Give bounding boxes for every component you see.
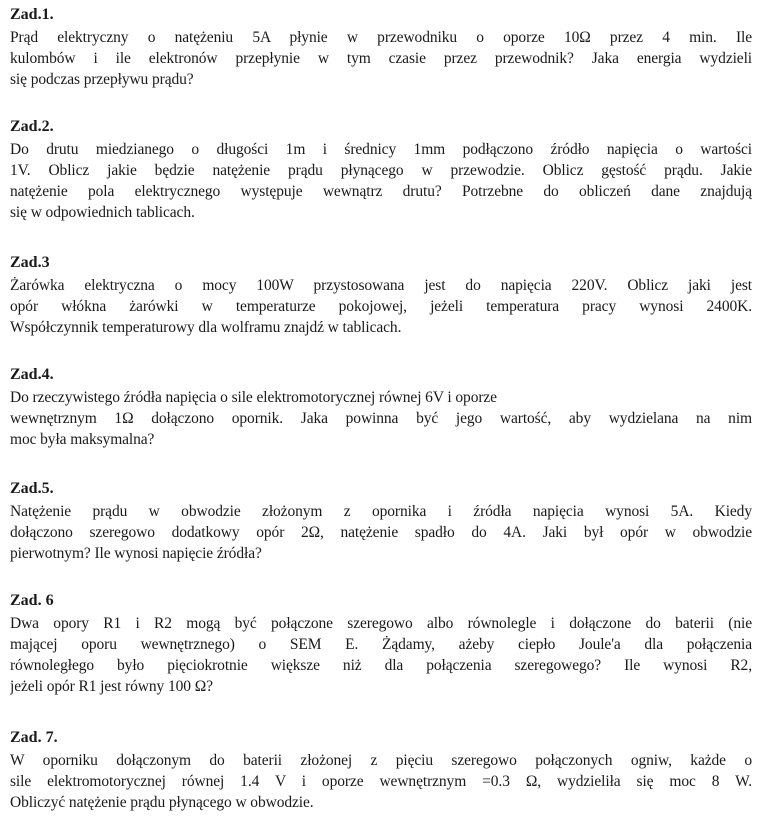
task-text-line: równoległego było pięciokrotnie większe niż dla połączenia szeregowego? Ile wynosi R2, xyxy=(10,657,752,674)
task-text xyxy=(10,27,752,90)
task-text-line: W oporniku dołączonym do baterii złożonej z pięciu szeregowo połączonych ogniw, każde o xyxy=(10,752,752,769)
task-text-line: jeżeli opór R1 jest równy 100 Ω? xyxy=(10,678,213,695)
task-title: Zad.5. xyxy=(10,480,54,497)
task-title: Zad.2. xyxy=(10,118,54,135)
task-text-line: Żarówka elektryczna o mocy 100W przystosowana jest do napięcia 220V. Oblicz jaki jest xyxy=(10,277,752,294)
task-text-line: kulombów i ile elektronów przepłynie w tym czasie przez przewodnik? Jaka energia wydzieli xyxy=(10,50,752,67)
task-text-line: Dwa opory R1 i R2 mogą być połączone szeregowo albo równolegle i dołączone do baterii (nie xyxy=(10,615,752,632)
task-text-line: Obliczyć natężenie prądu płynącego w obwodzie. xyxy=(10,794,314,811)
task-1 xyxy=(10,6,752,90)
task-title: Zad.3 xyxy=(10,254,50,271)
task-title: Zad.4. xyxy=(10,366,54,383)
task-text-line: wewnętrznym 1Ω dołączono opornik. Jaka powinna być jego wartość, aby wydzielana na nim xyxy=(10,410,752,427)
task-text-line: Prąd elektryczny o natężeniu 5A płynie w przewodniku o oporze 10Ω przez 4 min. Ile xyxy=(10,29,752,46)
task-5 xyxy=(10,480,752,564)
task-2 xyxy=(10,118,752,223)
task-text-line: mającej oporu wewnętrznego) o SEM E. Żądamy, ażeby ciepło Joule'a dla połączenia xyxy=(10,636,752,653)
task-text xyxy=(10,501,752,564)
task-text-line: sile elektromotorycznej równej 1.4 V i oporze wewnętrznym =0.3 Ω, wydzieliła się moc 8 W. xyxy=(10,773,752,790)
task-text-line: natężenie pola elektrycznego występuje wewnątrz drutu? Potrzebne do obliczeń dane znajdują xyxy=(10,183,752,200)
task-text-line: Do rzeczywistego źródła napięcia o sile elektromotorycznej równej 6V i oporze xyxy=(10,389,497,406)
task-3 xyxy=(10,254,752,338)
task-text-line: moc była maksymalna? xyxy=(10,431,155,448)
task-text-line: Do drutu miedzianego o długości 1m i średnicy 1mm podłączono źródło napięcia o wartości xyxy=(10,141,752,158)
task-text xyxy=(10,750,752,813)
task-text-line: się podczas przepływu prądu? xyxy=(10,71,194,88)
task-title: Zad. 6 xyxy=(10,592,54,609)
task-text xyxy=(10,139,752,223)
task-text-line: pierwotnym? Ile wynosi napięcie źródła? xyxy=(10,545,262,562)
task-text-line: 1V. Oblicz jakie będzie natężenie prądu płynącego w przewodzie. Oblicz gęstość prądu. Jakie xyxy=(10,162,752,179)
task-text-line: Natężenie prądu w obwodzie złożonym z opornika i źródła napięcia wynosi 5A. Kiedy xyxy=(10,503,752,520)
task-7 xyxy=(10,729,752,813)
task-title: Zad. 7. xyxy=(10,729,58,746)
task-title: Zad.1. xyxy=(10,6,54,23)
task-text-line: dołączono szeregowo dodatkowy opór 2Ω, natężenie spadło do 4A. Jaki był opór w obwodzie xyxy=(10,524,752,541)
task-text xyxy=(10,387,752,450)
task-text-line: opór włókna żarówki w temperaturze pokojowej, jeżeli temperatura pracy wynosi 2400K. xyxy=(10,298,752,315)
task-text-line: się w odpowiednich tablicach. xyxy=(10,204,195,221)
task-text xyxy=(10,275,752,338)
task-4 xyxy=(10,366,752,450)
task-6 xyxy=(10,592,752,697)
task-text-line: Współczynnik temperaturowy dla wolframu znajdź w tablicach. xyxy=(10,319,402,336)
task-text xyxy=(10,613,752,697)
